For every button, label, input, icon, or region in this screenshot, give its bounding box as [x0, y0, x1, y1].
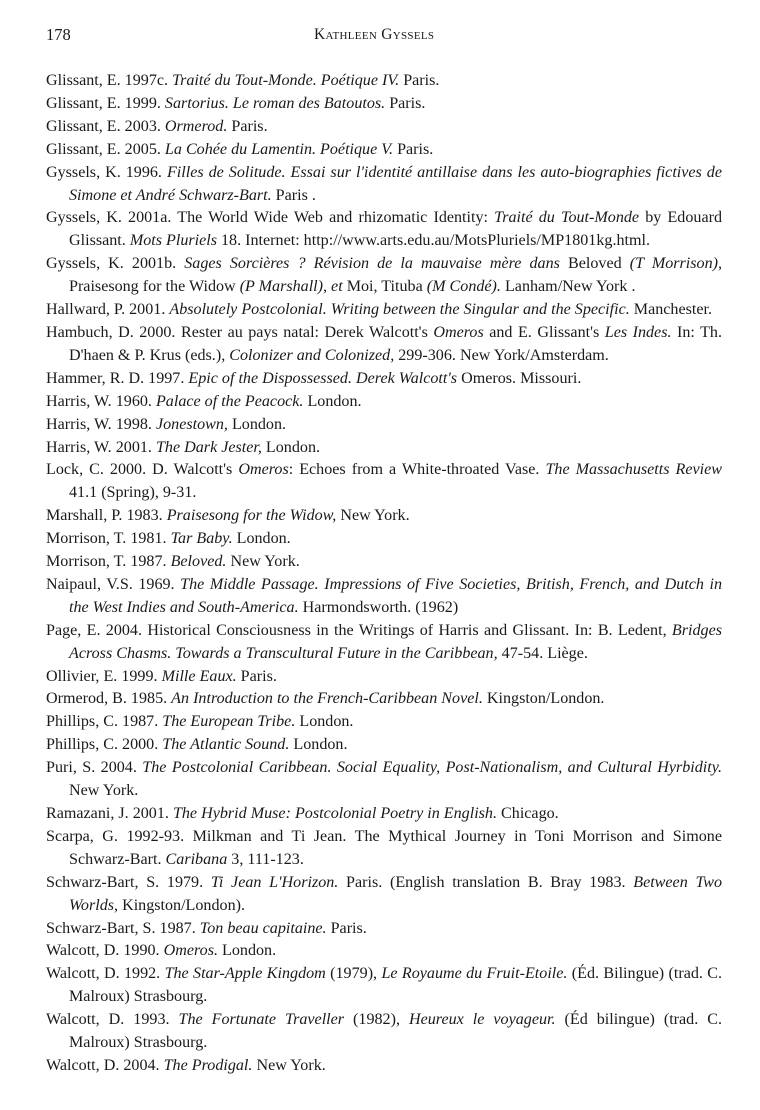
reference-title-segment: The Postcolonial Caribbean. Social Equality, Post-Nationalism, and Cultural Hyrbidity. [142, 759, 723, 777]
reference-text-segment: Paris. [399, 72, 440, 89]
reference-text-segment: Moi, Tituba [342, 278, 427, 296]
reference-text-segment: Schwarz-Bart, S. 1979. [46, 873, 211, 891]
reference-title-segment: Praisesong for the Widow, [166, 507, 337, 525]
reference-entry [46, 70, 722, 93]
reference-entry [46, 207, 722, 253]
reference-title-segment: The Atlantic Sound. [162, 736, 290, 754]
reference-text-segment: Glissant, E. 2005. [46, 140, 165, 158]
reference-text-segment: 41.1 (Spring), 9-31. [69, 484, 197, 502]
reference-text-segment: (Éd bilingue) (trad. C. Malroux) Strasbourg. [69, 1011, 723, 1052]
reference-text-segment: Scarpa, G. 1992-93. Milkman and Ti Jean. The Mythical Journey in Toni Morrison and Simone Schwarz-Bart. [46, 827, 722, 868]
reference-text-segment: Schwarz-Bart, S. 1987. [46, 919, 200, 937]
reference-text-segment: Kingston/London). [118, 896, 246, 914]
reference-text-segment: Walcott, D. 1992. [46, 965, 165, 983]
reference-text-segment: Ramazani, J. 2001. [46, 805, 173, 822]
reference-text-segment: Glissant, E. 1997c. [46, 72, 173, 89]
reference-entry [46, 620, 722, 666]
reference-entry [46, 459, 722, 505]
reference-text-segment: Harris, W. 1998. [46, 415, 156, 433]
page-number: 178 [46, 25, 71, 44]
reference-text-segment: Walcott, D. 2004. [46, 1056, 164, 1074]
reference-text-segment: (1979), [325, 965, 382, 983]
reference-text-segment: Omeros. Missouri. [457, 369, 582, 387]
reference-title-segment: Colonizer and Colonized, [229, 346, 395, 364]
reference-text-segment: : Echoes from a White-throated Vase. [288, 461, 546, 479]
reference-text-segment: Glissant, E. 2003. [46, 117, 165, 135]
reference-text-segment: Hammer, R. D. 1997. [46, 369, 189, 387]
reference-title-segment: Omeros. [163, 942, 218, 960]
reference-title-segment: Omeros [238, 461, 289, 479]
reference-title-segment: Tar Baby. [170, 530, 233, 548]
reference-text-segment: 3, 111-123. [227, 850, 304, 868]
reference-entry [46, 368, 722, 391]
reference-text-segment: London. [303, 392, 362, 410]
reference-entry [46, 116, 722, 139]
reference-text-segment: Harris, W. 1960. [46, 392, 156, 410]
reference-title-segment: The Middle Passage. Impressions of Five Societies, British, French, and Dutch in the West Indies and South-America. [69, 575, 722, 616]
reference-title-segment: Ormerod. [164, 117, 228, 135]
reference-title-segment: Ton beau capitaine. [199, 919, 327, 937]
reference-text-segment: Kingston/London. [482, 690, 605, 708]
reference-text-segment: Walcott, D. 1990. [46, 942, 164, 960]
reference-title-segment: Bridges Across Chasms. Towards a Transcultural Future in the Caribbean, [69, 621, 722, 662]
reference-text-segment: Paris. [326, 919, 367, 937]
reference-text-segment: Beloved [559, 255, 630, 273]
reference-title-segment: Filles de Solitude. Essai sur l'identité antillaise dans les auto-biographies fictives de Simone et André Schwarz-Bart. [69, 163, 722, 204]
reference-text-segment: Lanham/New York . [500, 278, 636, 296]
reference-title-segment: (T Morrison), [629, 255, 723, 273]
reference-text-segment: Walcott, D. 1993. [46, 1011, 179, 1029]
reference-text-segment: Puri, S. 2004. [46, 759, 143, 777]
reference-text-segment: New York. [252, 1056, 326, 1074]
reference-title-segment: The Prodigal. [163, 1056, 253, 1074]
reference-text-segment: London. [261, 438, 321, 456]
reference-list [46, 70, 722, 1078]
reference-text-segment: Lock, C. 2000. D. Walcott's [46, 461, 239, 479]
reference-title-segment: An Introduction to the French-Caribbean Novel. [171, 690, 483, 708]
reference-text-segment: (Éd. Bilingue) (trad. C. Malroux) Strasbourg. [69, 965, 723, 1006]
reference-title-segment: Le Royaume du Fruit-Etoile. [381, 965, 568, 983]
reference-text-segment: Ollivier, E. 1999. [46, 667, 162, 685]
reference-entry [46, 93, 722, 116]
reference-entry [46, 139, 722, 162]
reference-entry [46, 162, 722, 208]
reference-entry [46, 803, 722, 826]
reference-title-segment: (M Condé). [426, 278, 501, 296]
reference-title-segment: Sartorius. Le roman des Batoutos. [164, 94, 386, 112]
reference-text-segment: Phillips, C. 2000. [46, 736, 163, 754]
reference-entry [46, 528, 722, 551]
reference-entry [46, 391, 722, 414]
reference-text-segment: New York. [336, 507, 410, 525]
reference-text-segment: Marshall, P. 1983. [46, 507, 167, 525]
reference-text-segment: London. [295, 713, 354, 731]
reference-text-segment: Manchester. [629, 301, 712, 319]
reference-entry [46, 299, 722, 322]
reference-entry [46, 551, 722, 574]
reference-text-segment: Paris. [227, 117, 268, 135]
reference-title-segment: Palace of the Peacock. [155, 392, 304, 410]
reference-title-segment: Ti Jean L'Horizon. [210, 873, 339, 891]
reference-text-segment: by Edouard Glissant. [69, 209, 722, 250]
reference-entry [46, 414, 722, 437]
reference-text-segment: 299-306. New York/Amsterdam. [394, 346, 609, 364]
reference-entry [46, 757, 722, 803]
reference-text-segment: Morrison, T. 1981. [46, 530, 171, 548]
reference-entry [46, 1009, 722, 1055]
reference-entry [46, 918, 722, 941]
reference-entry [46, 253, 722, 299]
reference-text-segment: Paris. [385, 94, 426, 112]
reference-entry [46, 666, 722, 689]
reference-entry [46, 826, 722, 872]
reference-text-segment: Phillips, C. 1987. [46, 713, 163, 731]
reference-text-segment: In: Th. D'haen & P. Krus (eds.), [69, 323, 722, 364]
reference-entry [46, 322, 722, 368]
reference-entry [46, 505, 722, 528]
reference-title-segment: La Cohée du Lamentin. Poétique V. [164, 140, 394, 158]
reference-text-segment: Ormerod, B. 1985. [46, 690, 172, 708]
reference-title-segment: Jonestown, [155, 415, 228, 433]
reference-text-segment: Paris. (English translation B. Bray 1983. [338, 873, 634, 891]
reference-text-segment: Paris. [236, 667, 277, 685]
reference-text-segment: New York. [226, 553, 300, 571]
reference-title-segment: Traité du Tout-Monde. Poétique IV. [172, 72, 400, 89]
reference-text-segment: Paris . [271, 186, 316, 204]
reference-title-segment: (P Marshall), et [239, 278, 343, 296]
reference-text-segment: 18. Internet: http://www.arts.edu.au/MotsPluriels/MP1801kg.html. [216, 232, 650, 250]
reference-text-segment: Naipaul, V.S. 1969. [46, 575, 181, 593]
reference-entry [46, 1055, 722, 1078]
reference-entry [46, 734, 722, 757]
reference-text-segment: Praisesong for the Widow [69, 278, 240, 296]
reference-entry [46, 711, 722, 734]
reference-text-segment: Chicago. [497, 805, 559, 822]
reference-title-segment: Les Indes. [604, 323, 672, 341]
reference-text-segment: Morrison, T. 1987. [46, 553, 171, 571]
reference-title-segment: Beloved. [170, 553, 227, 571]
reference-text-segment: Gyssels, K. 1996. [46, 163, 167, 181]
reference-title-segment: Epic of the Dispossessed. Derek Walcott's [188, 369, 458, 387]
reference-text-segment: Hallward, P. 2001. [46, 301, 170, 319]
reference-text-segment: (1982), [344, 1011, 409, 1029]
reference-text-segment: and E. Glissant's [483, 323, 605, 341]
reference-text-segment: Harris, W. 2001. [46, 438, 156, 456]
reference-entry [46, 872, 722, 918]
reference-title-segment: Traité du Tout-Monde [494, 209, 640, 227]
running-head: Kathleen Gyssels [314, 26, 435, 43]
reference-text-segment: 47-54. Liège. [497, 644, 588, 662]
reference-entry [46, 574, 722, 620]
reference-title-segment: The Fortunate Traveller [178, 1011, 345, 1029]
reference-text-segment: London. [227, 415, 287, 433]
reference-text-segment: Glissant, E. 1999. [46, 94, 165, 112]
reference-entry [46, 688, 722, 711]
reference-entry [46, 437, 722, 460]
reference-entry [46, 940, 722, 963]
reference-title-segment: Sages Sorcières ? Révision de la mauvaise mère dans [184, 255, 560, 273]
reference-title-segment: Absolutely Postcolonial. Writing between the Singular and the Specific. [169, 301, 630, 319]
reference-text-segment: London. [232, 530, 291, 548]
reference-title-segment: The European Tribe. [162, 713, 296, 731]
reference-title-segment: Heureux le voyageur. [408, 1011, 556, 1029]
reference-title-segment: Caribana [165, 850, 228, 868]
reference-text-segment: Paris. [393, 140, 434, 158]
reference-title-segment: Omeros [433, 323, 484, 341]
reference-title-segment: The Massachusetts Review [545, 461, 722, 479]
reference-title-segment: Between Two Worlds, [69, 873, 722, 914]
reference-title-segment: The Dark Jester, [155, 438, 262, 456]
reference-text-segment: Page, E. 2004. Historical Consciousness in the Writings of Harris and Glissant. In: B. Ledent, [46, 621, 672, 639]
reference-entry [46, 963, 722, 1009]
reference-text-segment: Hambuch, D. 2000. Rester au pays natal: Derek Walcott's [46, 323, 434, 341]
reference-title-segment: The Star-Apple Kingdom [164, 965, 326, 983]
reference-text-segment: London. [289, 736, 348, 754]
reference-text-segment: New York. [69, 782, 139, 800]
page-header [46, 25, 718, 49]
reference-text-segment: Gyssels, K. 2001b. [46, 255, 185, 273]
reference-text-segment: London. [218, 942, 277, 960]
reference-title-segment: Mille Eaux. [161, 667, 237, 685]
reference-text-segment: Gyssels, K. 2001a. The World Wide Web and rhizomatic Identity: [46, 209, 495, 227]
reference-title-segment: The Hybrid Muse: Postcolonial Poetry in English. [172, 805, 498, 822]
reference-title-segment: Mots Pluriels [129, 232, 217, 250]
reference-text-segment: Harmondsworth. (1962) [298, 598, 459, 616]
